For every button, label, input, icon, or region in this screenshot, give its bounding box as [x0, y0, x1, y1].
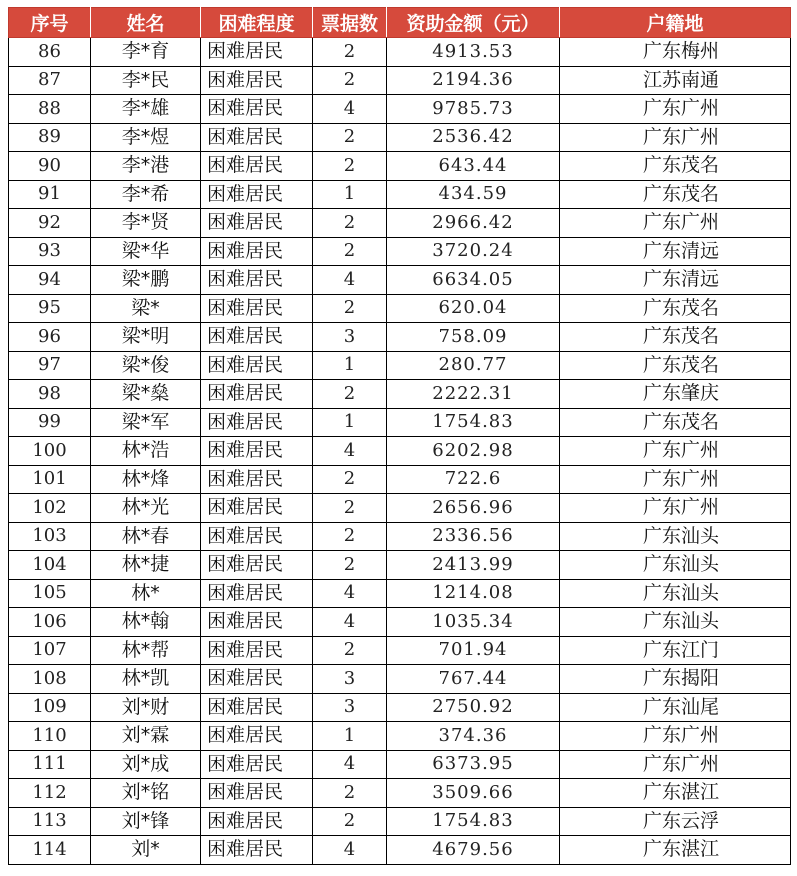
cell-name: 林*烽 [91, 465, 201, 494]
table-row [9, 180, 791, 209]
cell-place: 广东汕头 [560, 579, 791, 608]
header-no: 序号 [9, 8, 91, 38]
cell-name: 李*育 [91, 38, 201, 67]
cell-level: 困难居民 [201, 693, 313, 722]
cell-level: 困难居民 [201, 779, 313, 808]
cell-amount: 434.59 [387, 180, 560, 209]
cell-amount: 2536.42 [387, 123, 560, 152]
cell-level: 困难居民 [201, 437, 313, 466]
cell-name: 李*煜 [91, 123, 201, 152]
cell-no: 114 [9, 836, 91, 865]
cell-place: 广东广州 [560, 465, 791, 494]
cell-count: 2 [313, 551, 387, 580]
aid-table-container [8, 7, 791, 865]
cell-no: 109 [9, 693, 91, 722]
cell-level: 困难居民 [201, 665, 313, 694]
cell-count: 3 [313, 665, 387, 694]
cell-count: 2 [313, 465, 387, 494]
cell-name: 刘*成 [91, 750, 201, 779]
table-row [9, 123, 791, 152]
cell-amount: 1214.08 [387, 579, 560, 608]
cell-name: 李*雄 [91, 95, 201, 124]
cell-level: 困难居民 [201, 66, 313, 95]
cell-count: 1 [313, 351, 387, 380]
cell-no: 105 [9, 579, 91, 608]
cell-count: 4 [313, 579, 387, 608]
cell-no: 112 [9, 779, 91, 808]
cell-amount: 6202.98 [387, 437, 560, 466]
cell-count: 2 [313, 123, 387, 152]
table-row [9, 608, 791, 637]
cell-count: 2 [313, 380, 387, 409]
cell-no: 98 [9, 380, 91, 409]
cell-no: 95 [9, 294, 91, 323]
cell-level: 困难居民 [201, 351, 313, 380]
table-row [9, 152, 791, 181]
cell-amount: 701.94 [387, 636, 560, 665]
cell-name: 梁*鹏 [91, 266, 201, 295]
table-row [9, 95, 791, 124]
cell-count: 2 [313, 152, 387, 181]
cell-place: 广东广州 [560, 123, 791, 152]
cell-name: 梁*军 [91, 408, 201, 437]
cell-count: 2 [313, 66, 387, 95]
cell-no: 101 [9, 465, 91, 494]
cell-level: 困难居民 [201, 636, 313, 665]
cell-place: 广东广州 [560, 437, 791, 466]
cell-place: 广东广州 [560, 95, 791, 124]
cell-count: 4 [313, 608, 387, 637]
table-row [9, 836, 791, 865]
cell-no: 106 [9, 608, 91, 637]
cell-place: 广东茂名 [560, 152, 791, 181]
cell-level: 困难居民 [201, 294, 313, 323]
cell-level: 困难居民 [201, 123, 313, 152]
cell-place: 广东广州 [560, 209, 791, 238]
cell-no: 111 [9, 750, 91, 779]
cell-place: 广东清远 [560, 266, 791, 295]
table-row [9, 522, 791, 551]
cell-amount: 6634.05 [387, 266, 560, 295]
cell-no: 92 [9, 209, 91, 238]
cell-name: 李*民 [91, 66, 201, 95]
cell-name: 林*捷 [91, 551, 201, 580]
cell-place: 广东清远 [560, 237, 791, 266]
cell-no: 100 [9, 437, 91, 466]
cell-amount: 4679.56 [387, 836, 560, 865]
cell-level: 困难居民 [201, 266, 313, 295]
cell-level: 困难居民 [201, 323, 313, 352]
cell-count: 4 [313, 750, 387, 779]
cell-name: 刘*财 [91, 693, 201, 722]
cell-place: 广东茂名 [560, 323, 791, 352]
cell-level: 困难居民 [201, 836, 313, 865]
cell-level: 困难居民 [201, 152, 313, 181]
cell-amount: 4913.53 [387, 38, 560, 67]
table-row [9, 38, 791, 67]
header-row [9, 8, 791, 38]
cell-count: 1 [313, 180, 387, 209]
cell-no: 110 [9, 722, 91, 751]
cell-amount: 2336.56 [387, 522, 560, 551]
cell-place: 广东茂名 [560, 180, 791, 209]
cell-level: 困难居民 [201, 608, 313, 637]
cell-name: 梁*华 [91, 237, 201, 266]
table-row [9, 579, 791, 608]
cell-name: 林*凯 [91, 665, 201, 694]
cell-no: 102 [9, 494, 91, 523]
cell-name: 林*光 [91, 494, 201, 523]
header-name: 姓名 [91, 8, 201, 38]
cell-count: 4 [313, 836, 387, 865]
cell-no: 108 [9, 665, 91, 694]
cell-amount: 280.77 [387, 351, 560, 380]
cell-no: 97 [9, 351, 91, 380]
cell-place: 广东梅州 [560, 38, 791, 67]
cell-level: 困难居民 [201, 522, 313, 551]
cell-name: 梁*俊 [91, 351, 201, 380]
cell-name: 林*帮 [91, 636, 201, 665]
cell-place: 广东茂名 [560, 351, 791, 380]
cell-level: 困难居民 [201, 38, 313, 67]
table-row [9, 380, 791, 409]
cell-amount: 6373.95 [387, 750, 560, 779]
cell-amount: 643.44 [387, 152, 560, 181]
cell-no: 99 [9, 408, 91, 437]
cell-name: 梁* [91, 294, 201, 323]
cell-level: 困难居民 [201, 408, 313, 437]
cell-no: 88 [9, 95, 91, 124]
cell-amount: 767.44 [387, 665, 560, 694]
cell-level: 困难居民 [201, 209, 313, 238]
cell-count: 4 [313, 95, 387, 124]
cell-level: 困难居民 [201, 494, 313, 523]
table-row [9, 807, 791, 836]
cell-level: 困难居民 [201, 807, 313, 836]
cell-name: 林*翰 [91, 608, 201, 637]
cell-amount: 9785.73 [387, 95, 560, 124]
table-row [9, 750, 791, 779]
cell-count: 3 [313, 323, 387, 352]
table-row [9, 408, 791, 437]
cell-name: 梁*燊 [91, 380, 201, 409]
cell-amount: 2656.96 [387, 494, 560, 523]
header-place: 户籍地 [560, 8, 791, 38]
cell-place: 广东茂名 [560, 408, 791, 437]
cell-level: 困难居民 [201, 95, 313, 124]
cell-level: 困难居民 [201, 465, 313, 494]
cell-place: 广东肇庆 [560, 380, 791, 409]
cell-no: 96 [9, 323, 91, 352]
cell-level: 困难居民 [201, 180, 313, 209]
cell-no: 94 [9, 266, 91, 295]
cell-count: 4 [313, 437, 387, 466]
cell-no: 104 [9, 551, 91, 580]
cell-amount: 3509.66 [387, 779, 560, 808]
cell-count: 1 [313, 408, 387, 437]
table-row [9, 465, 791, 494]
cell-place: 广东湛江 [560, 779, 791, 808]
cell-amount: 2413.99 [387, 551, 560, 580]
cell-name: 梁*明 [91, 323, 201, 352]
cell-no: 91 [9, 180, 91, 209]
cell-no: 87 [9, 66, 91, 95]
cell-amount: 2966.42 [387, 209, 560, 238]
table-row [9, 665, 791, 694]
cell-count: 2 [313, 636, 387, 665]
cell-count: 2 [313, 522, 387, 551]
cell-count: 2 [313, 237, 387, 266]
cell-place: 广东汕尾 [560, 693, 791, 722]
cell-amount: 1754.83 [387, 807, 560, 836]
cell-amount: 2222.31 [387, 380, 560, 409]
cell-name: 刘*锋 [91, 807, 201, 836]
cell-count: 2 [313, 807, 387, 836]
cell-level: 困难居民 [201, 237, 313, 266]
header-amount: 资助金额（元） [387, 8, 560, 38]
cell-name: 刘*铭 [91, 779, 201, 808]
cell-no: 107 [9, 636, 91, 665]
cell-place: 广东揭阳 [560, 665, 791, 694]
table-header [9, 8, 791, 38]
table-row [9, 494, 791, 523]
cell-place: 广东汕头 [560, 608, 791, 637]
cell-no: 113 [9, 807, 91, 836]
cell-place: 广东广州 [560, 722, 791, 751]
table-row [9, 237, 791, 266]
aid-table [8, 7, 791, 865]
cell-place: 广东广州 [560, 750, 791, 779]
header-count: 票据数 [313, 8, 387, 38]
table-row [9, 66, 791, 95]
cell-count: 2 [313, 779, 387, 808]
cell-name: 刘*霖 [91, 722, 201, 751]
cell-name: 林* [91, 579, 201, 608]
cell-count: 3 [313, 693, 387, 722]
cell-place: 广东广州 [560, 494, 791, 523]
table-row [9, 551, 791, 580]
cell-name: 刘* [91, 836, 201, 865]
table-row [9, 636, 791, 665]
cell-amount: 758.09 [387, 323, 560, 352]
cell-place: 广东湛江 [560, 836, 791, 865]
cell-count: 2 [313, 38, 387, 67]
cell-amount: 620.04 [387, 294, 560, 323]
cell-level: 困难居民 [201, 380, 313, 409]
table-row [9, 351, 791, 380]
cell-no: 86 [9, 38, 91, 67]
cell-count: 2 [313, 209, 387, 238]
table-row [9, 779, 791, 808]
cell-count: 1 [313, 722, 387, 751]
cell-place: 江苏南通 [560, 66, 791, 95]
table-row [9, 722, 791, 751]
cell-name: 李*港 [91, 152, 201, 181]
cell-place: 广东汕头 [560, 522, 791, 551]
table-row [9, 294, 791, 323]
cell-count: 4 [313, 266, 387, 295]
cell-amount: 1035.34 [387, 608, 560, 637]
cell-place: 广东茂名 [560, 294, 791, 323]
cell-amount: 722.6 [387, 465, 560, 494]
cell-amount: 1754.83 [387, 408, 560, 437]
cell-amount: 3720.24 [387, 237, 560, 266]
table-row [9, 266, 791, 295]
cell-level: 困难居民 [201, 722, 313, 751]
cell-count: 2 [313, 294, 387, 323]
cell-no: 103 [9, 522, 91, 551]
cell-amount: 2194.36 [387, 66, 560, 95]
cell-name: 李*希 [91, 180, 201, 209]
cell-place: 广东江门 [560, 636, 791, 665]
cell-amount: 2750.92 [387, 693, 560, 722]
cell-level: 困难居民 [201, 750, 313, 779]
cell-name: 林*春 [91, 522, 201, 551]
cell-level: 困难居民 [201, 551, 313, 580]
header-level: 困难程度 [201, 8, 313, 38]
table-row [9, 437, 791, 466]
cell-place: 广东汕头 [560, 551, 791, 580]
table-row [9, 323, 791, 352]
cell-no: 90 [9, 152, 91, 181]
cell-name: 林*浩 [91, 437, 201, 466]
cell-count: 2 [313, 494, 387, 523]
table-row [9, 209, 791, 238]
cell-name: 李*贤 [91, 209, 201, 238]
cell-no: 89 [9, 123, 91, 152]
cell-no: 93 [9, 237, 91, 266]
cell-amount: 374.36 [387, 722, 560, 751]
cell-level: 困难居民 [201, 579, 313, 608]
cell-place: 广东云浮 [560, 807, 791, 836]
table-body [9, 38, 791, 865]
table-row [9, 693, 791, 722]
